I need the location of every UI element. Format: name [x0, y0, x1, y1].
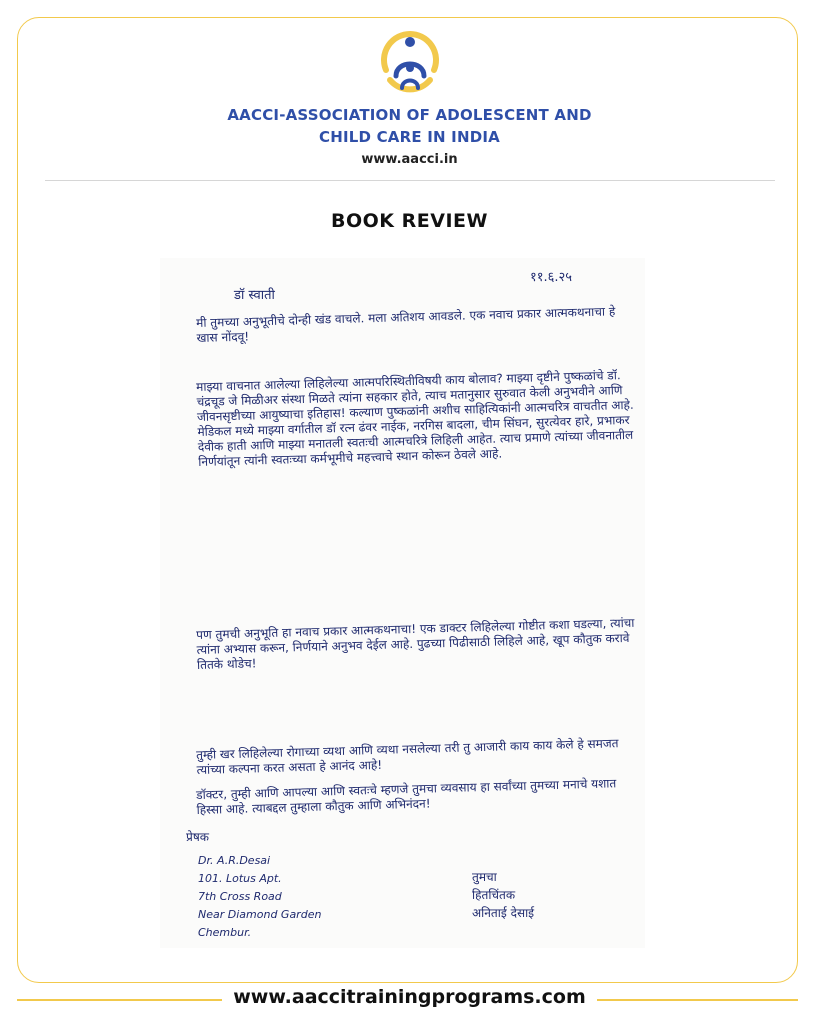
signature-line: तुमचा	[472, 870, 497, 884]
letter-paragraph: तुम्ही खर लिहिलेल्या रोगाच्या व्यथा आणि व्यथा नसलेल्या तरी तु आजारी काय काय केले हे समजत त्यांच्या कल्पना करत असता हे आनंद आहे!	[196, 736, 619, 777]
letter-paragraph: पण तुमची अनुभूति हा नवाच प्रकार आत्मकथनाचा! एक डाक्टर लिहिलेल्या गोष्टीत कशा घडल्या, त्यांचा त्यांना अभ्यास करून, निर्णयाने अनुभव देईल आहे. पुढच्या पिढीसाठी लिहिले आहे, खूप कौतुक करावे तितके थोडेच!	[196, 615, 635, 672]
header-divider	[45, 180, 775, 181]
letter-salutation: डॉ स्वाती	[234, 288, 275, 303]
signature-line: हितचिंतक	[472, 888, 516, 902]
aacci-family-logo-icon	[376, 30, 444, 98]
sender-address	[198, 852, 321, 942]
from-label: प्रेषक	[186, 830, 209, 844]
letter-paragraph: माझ्या वाचनात आलेल्या लिहिलेल्या आत्मपरिस्थितीविषयी काय बोलाव? माझ्या दृष्टीने पुष्कळांचे डॉ. चंद्रचूड जे मिळीअर संस्था मिळते त्यांना सहकार होते, त्याच मतानुसार सुरुवात केली अनुभवीने आणि जीवनसृष्टीच्या आयुष्याचा इतिहास! कल्याण पुष्कळांनी अशीच साहित्यिकांनी आत्मचरित्र वाचतीत आहे. मेडिकल मध्ये माझ्या वर्गातील डॉ रत्न ढंवर नाईक, नरगिस बादला, चीम सिंघन, सुरत्येवर हारे, प्रभाकर देवीक हाती आणि माझ्या मनातली स्वतःची आत्मचरित्रे लिहिली आहेत. त्याच प्रमाणे त्यांच्या जीवनातील निर्णयांतून त्यांनी स्वतःच्या कर्मभूमीचे महत्त्वाचे स्थान कोरून ठेवले आहे.	[196, 368, 634, 469]
footer-website[interactable]: www.aaccitrainingprograms.com	[233, 986, 586, 1008]
letter-date: ११.६.२५	[530, 270, 573, 285]
letter-paragraph: डॉक्टर, तुम्ही आणि आपल्या आणि स्वतःचे म्हणजे तुमचा व्यवसाय हा सर्वांच्या तुमच्या मनाचे यशात हिस्सा आहे. त्याबद्दल तुम्हाला कौतुक आणि अभिनंदन!	[196, 776, 617, 817]
address-line: Dr. A.R.Desai	[198, 854, 271, 867]
letter-signature	[472, 868, 534, 922]
signature-line: अनिताई देसाई	[472, 906, 535, 920]
org-name-line1: AACCI-ASSOCIATION OF ADOLESCENT AND	[227, 106, 592, 124]
address-line: Near Diamond Garden	[198, 908, 322, 921]
address-line: 7th Cross Road	[198, 890, 282, 903]
address-line: Chembur.	[198, 926, 252, 939]
org-website[interactable]: www.aacci.in	[361, 152, 458, 167]
letter-paragraph: मी तुमच्या अनुभूतीचे दोन्ही खंड वाचले. मला अतिशय आवडले. एक नवाच प्रकार आत्मकथनाचा हे खास नोंदवू!	[196, 304, 616, 345]
org-name-line2: CHILD CARE IN INDIA	[319, 128, 500, 146]
handwritten-letter	[160, 258, 645, 948]
page-title: BOOK REVIEW	[331, 210, 488, 232]
address-line: 101. Lotus Apt.	[198, 872, 282, 885]
